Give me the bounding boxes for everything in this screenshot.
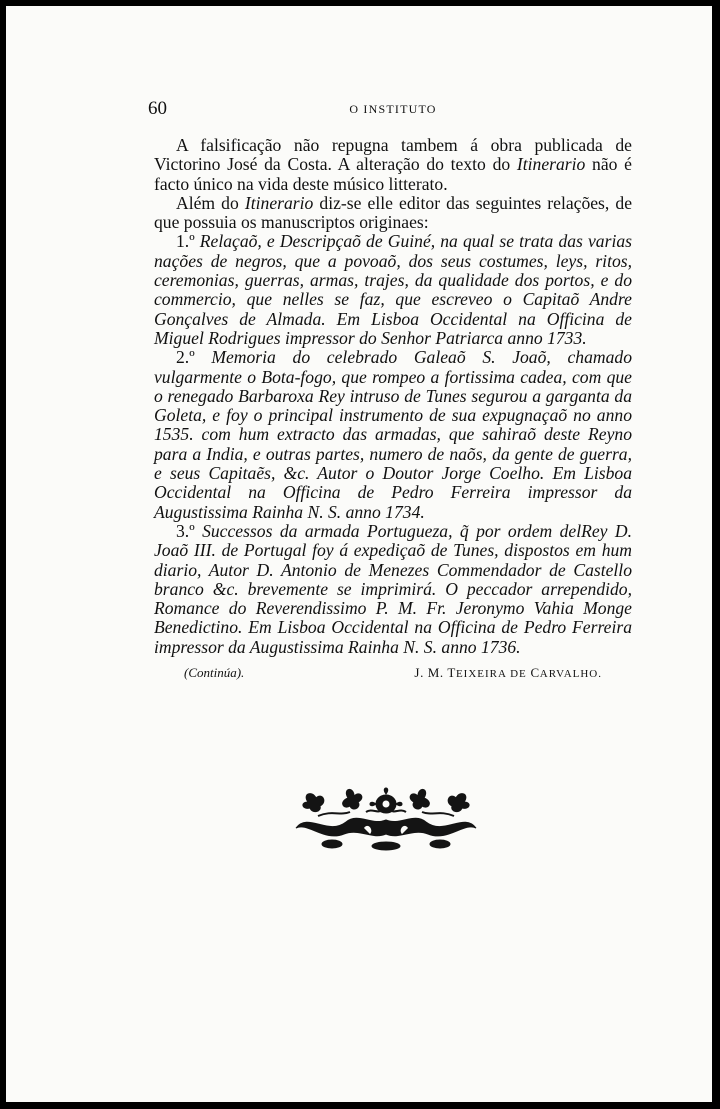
page-header bbox=[148, 98, 638, 122]
item-text: Relaçaõ, e Descripçaõ de Guiné, na qual se trata das varias nações de negros, que a povoaõ, dos seus costumes, leys, ritos, ceremonias, guerras, armas, trajes, da qualidade dos portos, e do commercio, que nelles se faz, que escreveo o Capitaõ Andre Gonçalves de Almada. Em Lisboa Occidental na Officina de Miguel Rodrigues impressor do Senhor Patriarca anno 1733. bbox=[154, 231, 632, 348]
paragraph-text: A falsificação não repugna tambem á obra publicada de Victorino José da Costa. A alteração do texto do bbox=[154, 135, 632, 175]
ornament-svg bbox=[288, 782, 484, 852]
paragraph-text: não é facto único na vida deste músico litterato. bbox=[154, 154, 632, 194]
list-item bbox=[154, 232, 632, 348]
continua-note: (Continúa). bbox=[184, 665, 245, 681]
author-signature bbox=[414, 663, 602, 684]
list-item bbox=[154, 348, 632, 522]
italic-title: Itinerario bbox=[516, 154, 586, 175]
signature-part: J. M. T bbox=[414, 665, 456, 681]
page bbox=[6, 6, 712, 1102]
running-title: O INSTITUTO bbox=[349, 102, 437, 116]
item-number: 1.º bbox=[176, 231, 195, 252]
paragraph-text: diz-se elle editor das seguintes relações, de que possuia os manuscriptos originaes: bbox=[154, 192, 633, 233]
signature-part: EIXEIRA DE bbox=[455, 668, 531, 681]
item-number: 2.º bbox=[176, 347, 195, 368]
page-number: 60 bbox=[148, 98, 167, 119]
list-item bbox=[154, 522, 632, 657]
paragraph-text: Além do bbox=[176, 192, 245, 213]
signature-part: C bbox=[530, 665, 540, 681]
item-number: 3.º bbox=[176, 520, 195, 541]
paragraph-falsificacao bbox=[154, 136, 632, 194]
item-text: Memoria do celebrado Galeaõ S. Joaõ, chamado vulgarmente o Bota-fogo, que rompeo a fortissima cadea, com que o renegado Barbaroxa Rey intruso de Tunes segurou a garganta da Goleta, e foy o principal instrumento de sua expugnaçaõ no anno 1535. com hum extracto das armadas, que sahiraõ deste Reyno para a India, e outras partes, numero de naõs, da gente de guerra, e seus Capitaẽs, &c. Autor o Doutor Jorge Coelho. Em Lisboa Occidental na Officina de Pedro Ferreira impressor da Augustissima Rainha N. S. anno 1734. bbox=[154, 347, 632, 522]
italic-title: Itinerario bbox=[244, 192, 314, 213]
article-body bbox=[154, 136, 632, 681]
item-text: Successos da armada Portugueza, q̃ por ordem delRey D. Joaõ III. de Portugal foy á expediçaõ de Tunes, dispostos em hum diario, Autor D. Antonio de Menezes Commendador de Castello branco &c. brevemente se imprimirá. O peccador arrependido, Romance do Reverendissimo P. M. Fr. Jeronymo Vahia Monge Benedictino. Em Lisboa Occidental na Officina de Pedro Ferreira impressor da Augustissima Rainha N. S. anno 1736. bbox=[154, 520, 632, 657]
paragraph-editor bbox=[154, 194, 632, 233]
signature-row bbox=[154, 659, 632, 681]
signature-part: ARVALHO. bbox=[539, 668, 602, 681]
floral-tailpiece-icon bbox=[288, 782, 484, 852]
